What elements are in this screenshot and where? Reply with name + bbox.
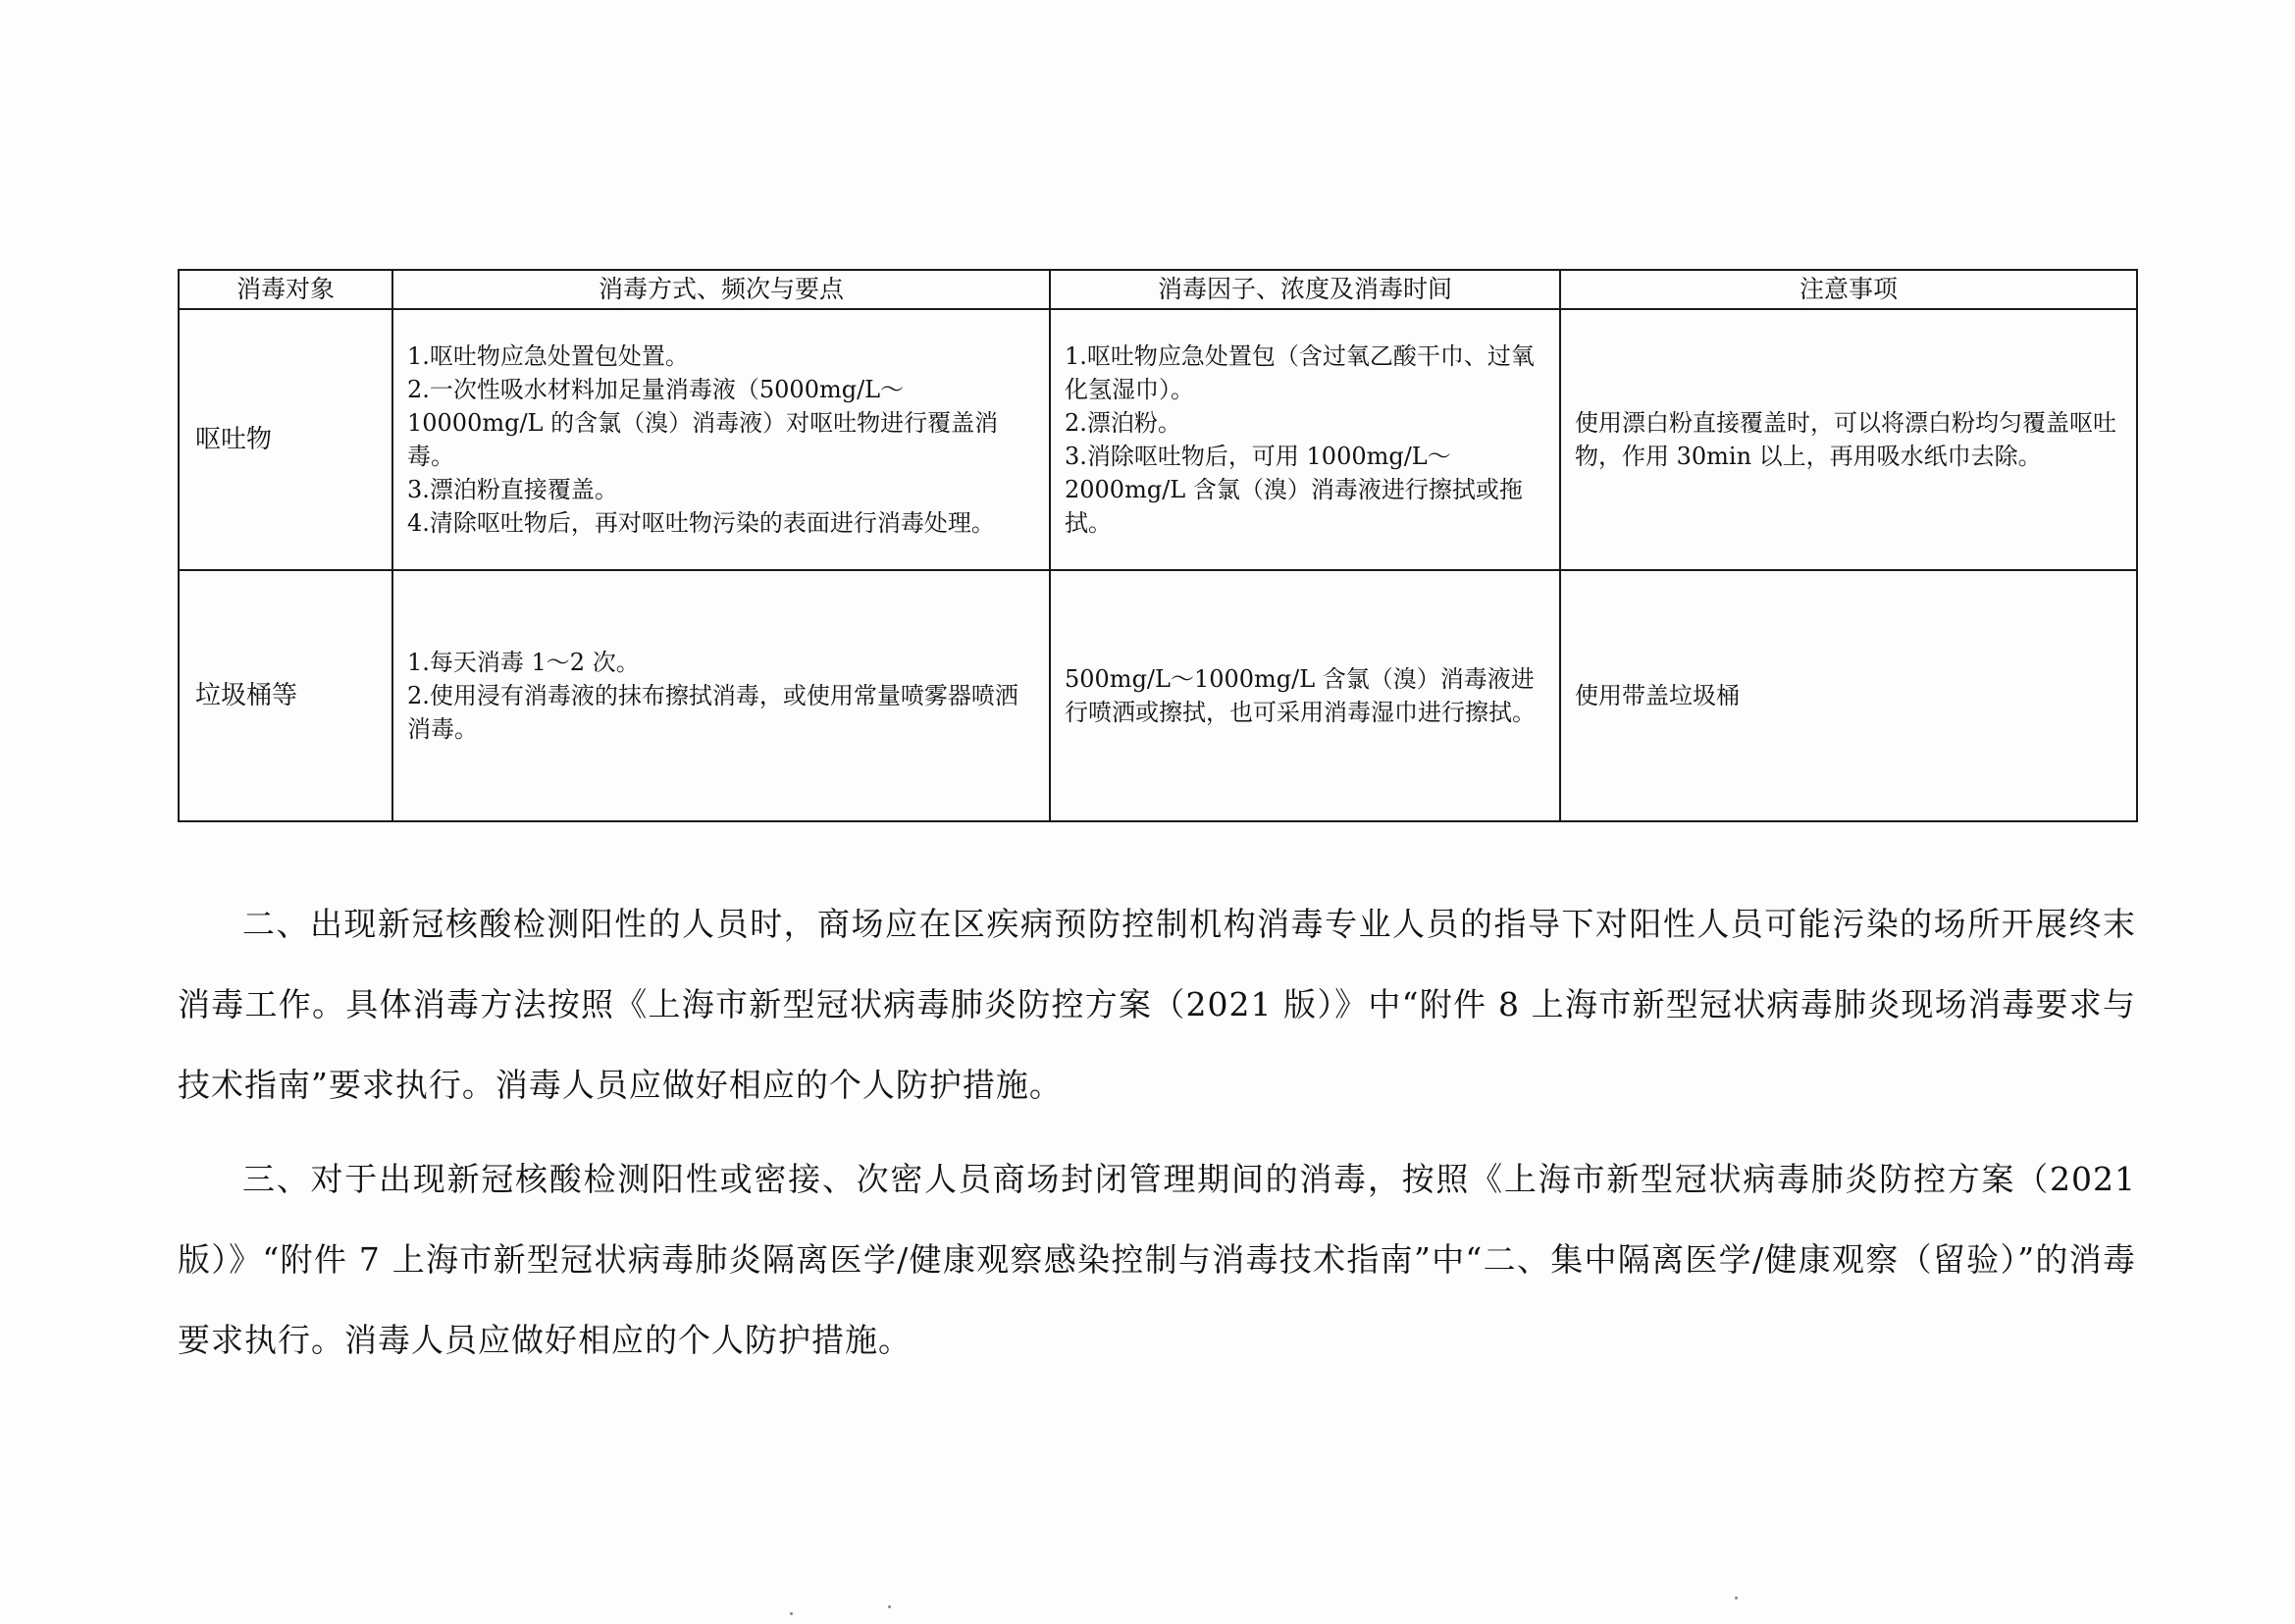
header-target: 消毒对象 — [179, 270, 392, 309]
method-line: 4.清除呕吐物后，再对呕吐物污染的表面进行消毒处理。 — [407, 509, 995, 537]
paragraph-two: 二、出现新冠核酸检测阳性的人员时，商场应在区疾病预防控制机构消毒专业人员的指导下对阳性人员可能污染的场所开展终末消毒工作。具体消毒方法按照《上海市新型冠状病毒肺炎防控方案（2021 版）》中“附件 8 上海市新型冠状病毒肺炎现场消毒要求与技术指南”要求执行。消毒人员应做好相应的个人防护措施。 — [178, 905, 2136, 1104]
factor-line: 3.消除呕吐物后，可用 1000mg/L～2000mg/L 含氯（溴）消毒液进行擦拭或拖拭。 — [1065, 443, 1523, 537]
factor-line: 1.呕吐物应急处置包（含过氧乙酸干巾、过氧化氢湿巾）。 — [1065, 342, 1535, 403]
method-line: 2.一次性吸水材料加足量消毒液（5000mg/L～10000mg/L 的含氯（溴）消毒液）对呕吐物进行覆盖消毒。 — [407, 376, 999, 470]
method-line: 2.使用浸有消毒液的抹布擦拭消毒，或使用常量喷雾器喷洒消毒。 — [407, 682, 1018, 743]
method-line: 3.漂泊粉直接覆盖。 — [407, 476, 618, 503]
cell-target: 呕吐物 — [179, 309, 392, 570]
factor-line: 500mg/L～1000mg/L 含氯（溴）消毒液进行喷洒或擦拭，也可采用消毒湿巾进行擦拭。 — [1065, 665, 1536, 726]
header-factor: 消毒因子、浓度及消毒时间 — [1050, 270, 1560, 309]
cell-method — [392, 309, 1050, 570]
paragraph-three: 三、对于出现新冠核酸检测阳性或密接、次密人员商场封闭管理期间的消毒，按照《上海市新型冠状病毒肺炎防控方案（2021 版）》“附件 7 上海市新型冠状病毒肺炎隔离医学/健康观察感染控制与消毒技术指南”中“二、集中隔离医学/健康观察（留验）”的消毒要求执行。消毒人员应做好相应的个人防护措施。 — [178, 1160, 2136, 1359]
table-row — [179, 570, 2137, 821]
cell-method — [392, 570, 1050, 821]
header-method: 消毒方式、频次与要点 — [392, 270, 1050, 309]
cell-notes: 使用漂白粉直接覆盖时，可以将漂白粉均匀覆盖呕吐物，作用 30min 以上，再用吸水纸巾去除。 — [1560, 309, 2137, 570]
cell-factor — [1050, 570, 1560, 821]
cell-notes: 使用带盖垃圾桶 — [1560, 570, 2137, 821]
scan-speck — [790, 1612, 793, 1615]
method-line: 1.每天消毒 1～2 次。 — [407, 649, 640, 676]
table-header-row — [179, 270, 2137, 309]
cell-target: 垃圾桶等 — [179, 570, 392, 821]
factor-line: 2.漂泊粉。 — [1065, 409, 1181, 437]
scan-speck — [888, 1605, 891, 1608]
header-notes: 注意事项 — [1560, 270, 2137, 309]
cell-factor — [1050, 309, 1560, 570]
scan-speck — [1735, 1597, 1738, 1599]
disinfection-table — [178, 269, 2138, 822]
table-row — [179, 309, 2137, 570]
method-line: 1.呕吐物应急处置包处置。 — [407, 342, 689, 370]
